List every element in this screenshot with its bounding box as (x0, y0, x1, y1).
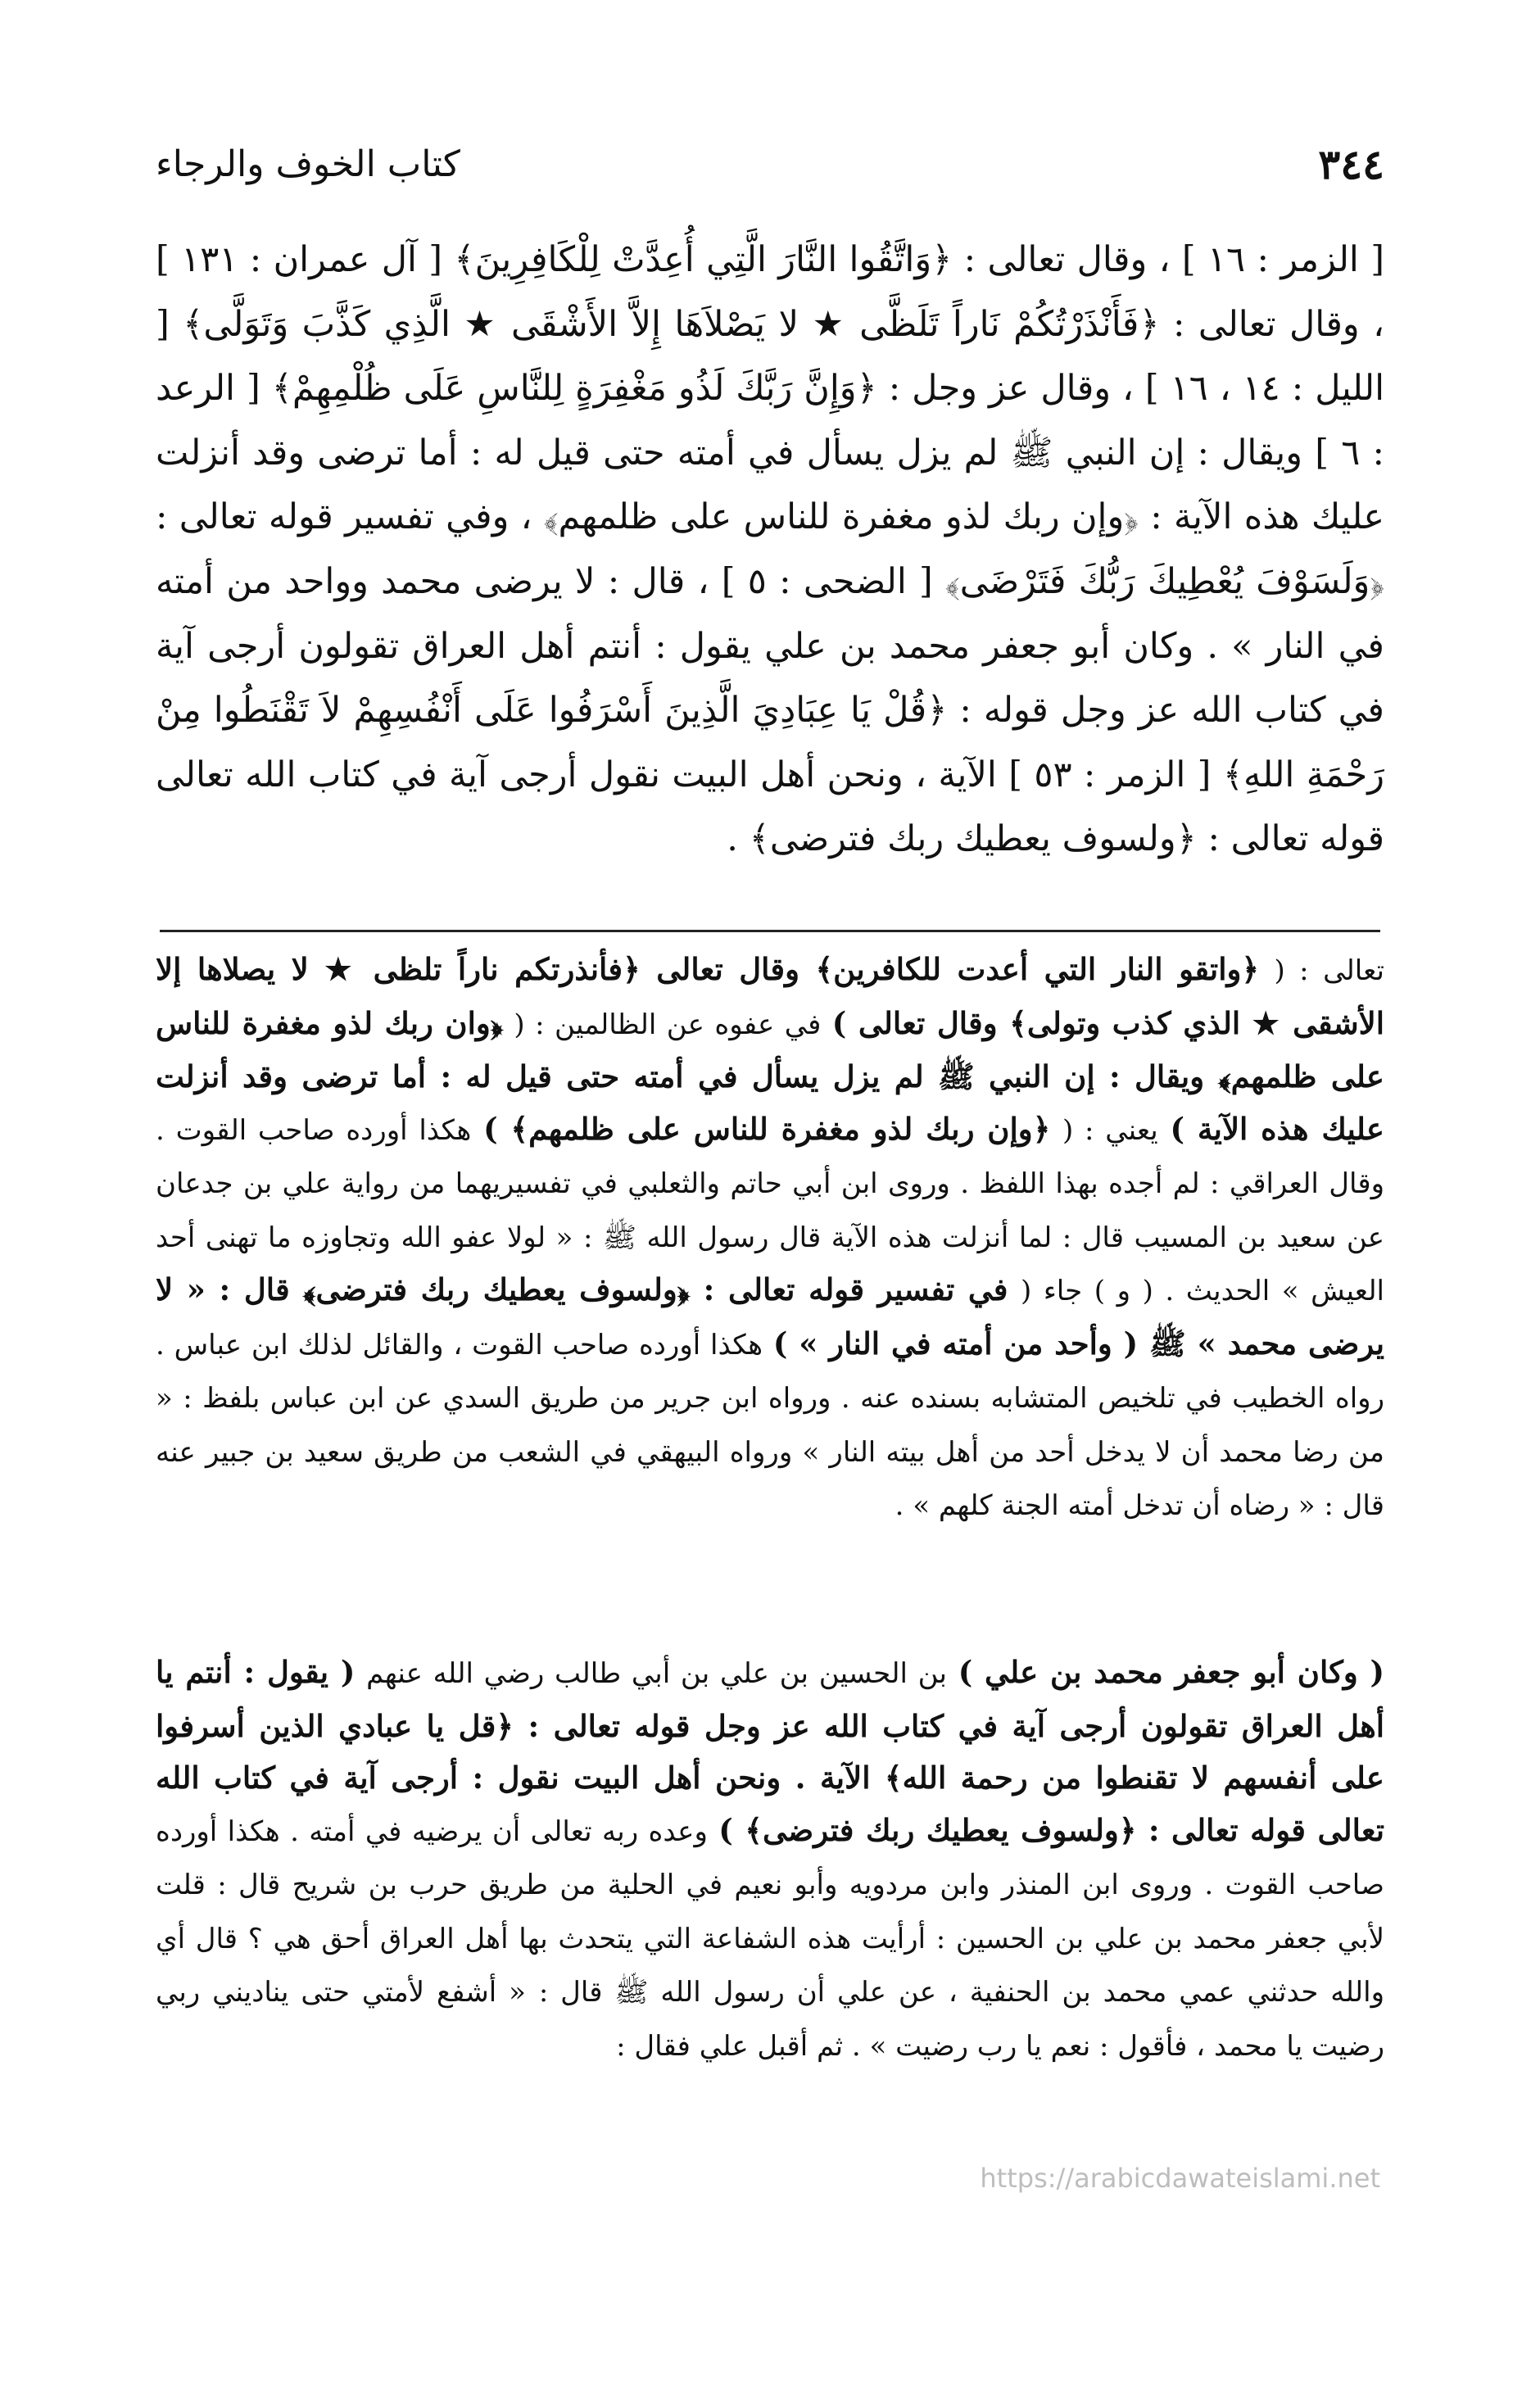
commentary-lead: تعالى : ( (1274, 954, 1384, 987)
quoted-matn-5: ( وكان أبو جعفر محمد بن علي ) (958, 1654, 1385, 1690)
commentary-text-2: يعني : ( (1062, 1113, 1158, 1147)
page-header (156, 131, 1384, 197)
quoted-matn-3: ﴿وإن ربك لذو مغفرة للناس على ظلمهم﴾ ) (483, 1110, 1051, 1147)
watermark-url: https://arabicdawateislami.net (980, 2163, 1380, 2194)
commentary-text-7: « أشفع لأمتي حتى يناديني ربي رضيت يا محمد ، فأقول : نعم يا رب رضيت » . ثم أقبل علي فقال : (156, 1976, 1384, 2063)
commentary-paragraph-1 (156, 944, 1384, 1533)
quoted-matn-1: ﴿واتقو النار التي أعدت للكافرين﴾ وقال تعالى ﴿فأنذرتكم ناراً تلظى ★ لا يصلاها إلا الأشقى ★ الذي كذب وتولى﴾ وقال تعالى ) (156, 951, 1385, 1041)
quoted-matn-2: ﴿وان ربك لذو مغفرة للناس على ظلمهم﴾ ويقال : إن النبي ﷺ لم يزل يسأل في أمته حتى قيل له : أما ترضى وقد أنزلت عليك هذه الآية ) (156, 1004, 1385, 1147)
matn-text-block (156, 228, 1384, 872)
commentary-block-1 (156, 944, 1384, 1533)
quoted-matn-4: في تفسير قوله تعالى : ﴿ولسوف يعطيك ربك فترضى﴾ قال : « لا يرضى محمد » ﷺ ( وأحد من أمته في النار » ) (156, 1271, 1384, 1361)
running-title: كتاب الخوف والرجاء (156, 143, 460, 185)
commentary-block-2 (156, 1647, 1384, 2073)
quoted-matn-6: ( يقول : أنتم يا أهل العراق تقولون أرجى آية في كتاب الله عز وجل قوله تعالى : ﴿قل يا عبادي الذين أسرفوا على أنفسهم لا تقنطوا من رحمة الله﴾ الآية . ونحن أهل البيت نقول : أرجى آية في كتاب الله تعالى قوله تعالى : ﴿ولسوف يعطيك ربك فترضى﴾ ) (156, 1654, 1385, 1848)
matn-paragraph: [ الزمر : ١٦ ] ، وقال تعالى : ﴿وَاتَّقُوا النَّارَ الَّتِي أُعِدَّتْ لِلْكَافِرِينَ﴾ [ آل عمران : ١٣١ ] ، وقال تعالى : ﴿فَأَنْذَرْتُكُمْ نَاراً تَلَظَّى ★ لا يَصْلاَهَا إِلاَّ الأَشْقَى ★ الَّذِي كَذَّبَ وَتَوَلَّى﴾ [ الليل : ١٤ ، ١٦ ] ، وقال عز وجل : ﴿وَإِنَّ رَبَّكَ لَذُو مَغْفِرَةٍ لِلنَّاسِ عَلَى ظُلْمِهِمْ﴾ [ الرعد : ٦ ] ويقال : إن النبي ﷺ لم يزل يسأل في أمته حتى قيل له : أما ترضى وقد أنزلت عليك هذه الآية : ﴿وإن ربك لذو مغفرة للناس على ظلمهم﴾ ، وفي تفسير قوله تعالى : ﴿وَلَسَوْفَ يُعْطِيكَ رَبُّكَ فَتَرْضَى﴾ [ الضحى : ٥ ] ، قال : لا يرضى محمد وواحد من أمته في النار » . وكان أبو جعفر محمد بن علي يقول : أنتم أهل العراق تقولون أرجى آية في كتاب الله عز وجل قوله : ﴿قُلْ يَا عِبَادِيَ الَّذِينَ أَسْرَفُوا عَلَى أَنْفُسِهِمْ لاَ تَقْنَطُوا مِنْ رَحْمَةِ اللهِ﴾ [ الزمر : ٥٣ ] الآية ، ونحن أهل البيت نقول أرجى آية في كتاب الله تعالى قوله تعالى : ﴿ولسوف يعطيك ربك فترضى﴾ . (156, 239, 1385, 860)
commentary-paragraph-2 (156, 1647, 1384, 2073)
commentary-text-6: وعده ربه تعالى أن يرضيه في أمته . هكذا أورده صاحب القوت . وروى ابن المنذر وابن مردويه وأبو نعيم في الحلية من طريق حرب بن شريح قال : قلت لأبي جعفر محمد بن علي بن الحسين : أرأيت هذه الشفاعة التي يتحدث بها أهل العراق أحق هي ؟ قال أي والله حدثني عمي محمد بن الحنفية ، عن علي أن رسول الله ﷺ قال : (156, 1814, 1384, 2009)
commentary-text-3: هكذا أورده صاحب القوت . وقال العراقي : لم أجده بهذا اللفظ . وروى ابن أبي حاتم والثعلبي في تفسيريهما من رواية علي بن جدعان عن سعيد بن المسيب قال : لما أنزلت هذه الآية قال رسول الله ﷺ : « لولا عفو الله وتجاوزه ما تهنى أحد العيش » الحديث . ( و ) جاء ( (156, 1113, 1384, 1307)
commentary-text-1: في عفوه عن الظالمين : ( (514, 1008, 822, 1041)
commentary-text-4: هكذا أورده صاحب القوت ، والقائل لذلك ابن عباس . رواه الخطيب في تلخيص المتشابه بسنده عنه . ورواه ابن جرير من طريق السدي عن ابن عباس بلفظ : « من رضا محمد أن لا يدخل أحد من أهل بيته النار » ورواه البيهقي في الشعب من طريق سعيد بن جبير عنه قال : « رضاه أن تدخل أمته الجنة كلهم » . (156, 1328, 1384, 1522)
page-number: ٣٤٤ (1318, 139, 1384, 188)
section-divider (160, 930, 1380, 932)
commentary-text-5: بن الحسين بن علي بن أبي طالب رضي الله عنهم (366, 1657, 948, 1690)
